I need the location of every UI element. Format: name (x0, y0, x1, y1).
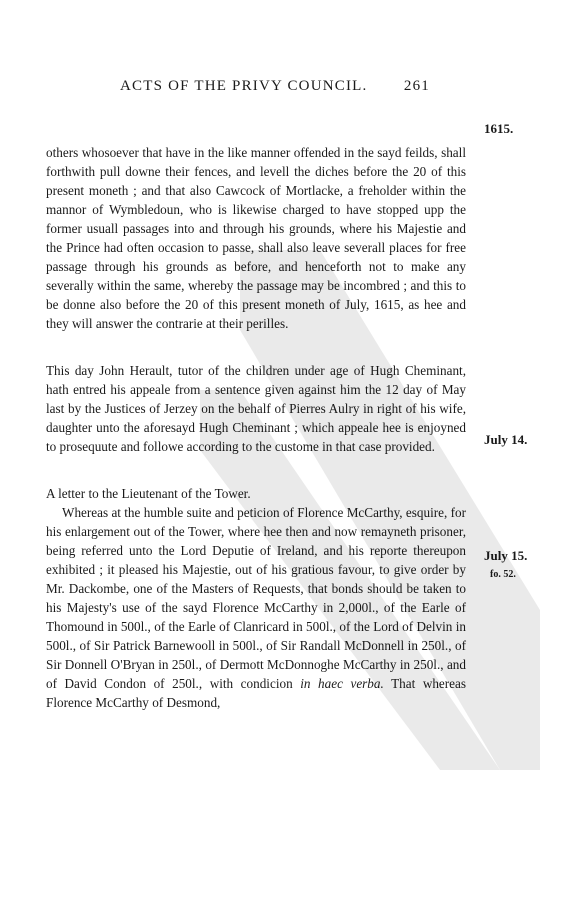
margin-date-july-14: July 14. (484, 432, 528, 447)
page-number: 261 (403, 78, 430, 94)
running-title: ACTS OF THE PRIVY COUNCIL. (120, 78, 368, 94)
paragraph-letter-heading: A letter to the Lieutenant of the Tower. (46, 486, 251, 501)
paragraph-fences: others whosoever that have in the like manner offended in the sayd feilds, shall forthwith pull downe their fences, and levell the diches before the 20 of this present moneth ; and that also Cawcock of Mortlacke, a freholder within the mannor of Wymbledoun, who is likewise charged to have stopped upp the former usuall passages into and through his grounds, where his Majestie and the Prince had often occasion to passe, shall also leave severall places for free passage through his grounds as before, and henceforth not to make any severally within the same, whereby the passage may be incombred ; and this to be donne also before the 20 of this present moneth of July, 1615, as hee and they will answer the contrarie at their perilles. (46, 145, 466, 331)
margin-folio: fo. 52. (490, 569, 516, 580)
mccarthy-text-continued: That whereas Florence McCarthy of Desmond, (46, 676, 467, 710)
latin-phrase: in haec verba. (300, 676, 384, 691)
margin-year: 1615. (484, 121, 514, 136)
mccarthy-text: Whereas at the humble suite and peticion of Florence McCarthy, esquire, for his enlargement out of the Tower, where hee then and now remayneth prisoner, being referred unto the Lord Deputie of Ireland, and his reporte thereupon exhibited ; it pleased his Majestie, out of his gratious favour, to give order by Mr. Dackombe, one of the Masters of Requests, that bonds should be taken to his Majesty's use of the sayd Florence McCarthy in 2,000l., of the Earle of Thomound in 500l., of the Earle of Clanricard in 500l., of the Lord of Delvin in 500l., of Sir Patrick Barnewooll in 500l., of Sir Randall McDonnell in 250l., of Sir Donnell O'Bryan in 250l., of Dermott McDonnoghe McCarthy in 250l., and of David Condon of 250l., with condicion (46, 505, 466, 691)
page-body (46, 143, 466, 712)
page-header (120, 78, 430, 95)
paragraph-herault-appeal: This day John Herault, tutor of the children under age of Hugh Cheminant, hath entred his appeale from a sentence given against him the 12 day of May last by the Justices of Jerzey on the behalf of Pierres Aulry in right of his wife, daughter unto the aforesayd Hugh Cheminant ; which appeale hee is enjoyned to prosequute and followe according to the custome in that case provided. (46, 363, 466, 454)
paragraph-mccarthy (46, 503, 466, 712)
margin-date-july-15: July 15. (484, 548, 528, 563)
